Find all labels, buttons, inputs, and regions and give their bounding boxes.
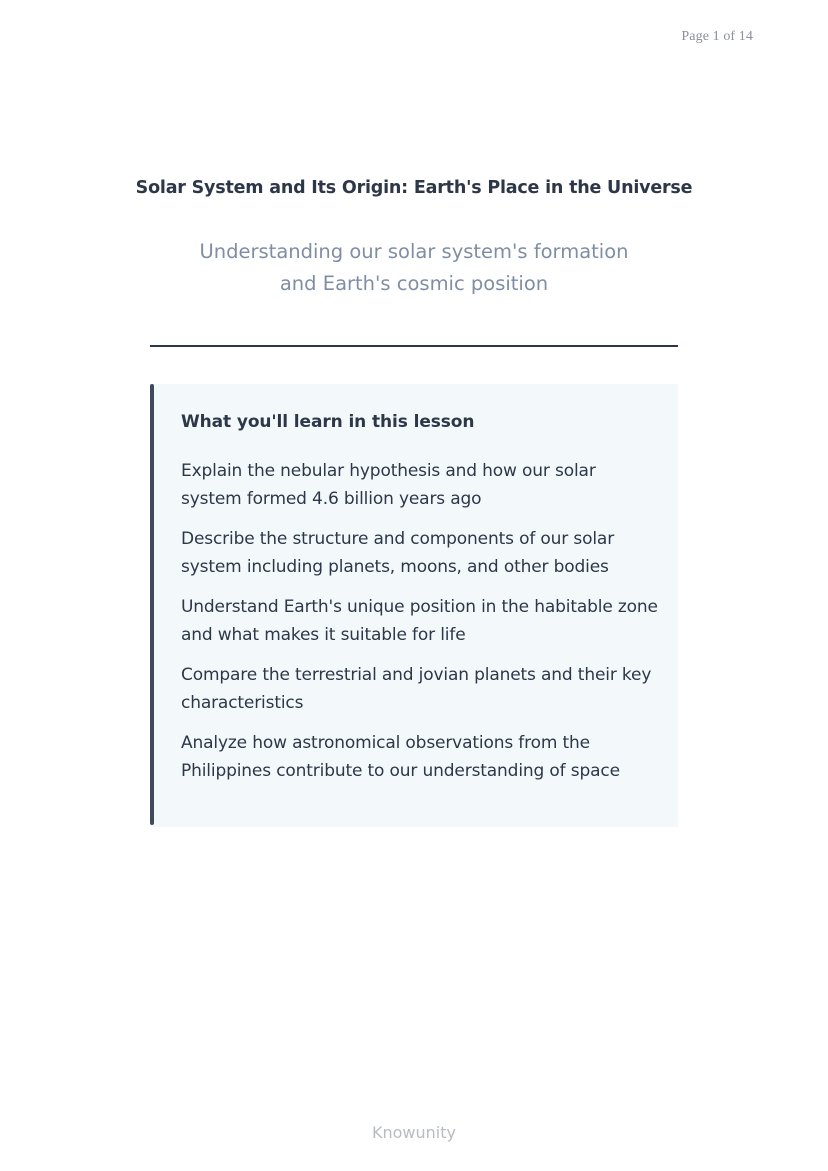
subtitle-line-2: and Earth's cosmic position xyxy=(279,272,549,295)
objectives-heading: What you'll learn in this lesson xyxy=(181,412,475,432)
objectives-accent-bar xyxy=(150,384,154,825)
subtitle-line-1: Understanding our solar system's formation xyxy=(199,240,629,263)
objective-item: Explain the nebular hypothesis and how our solar system formed 4.6 billion years ago xyxy=(181,461,596,509)
objectives-list xyxy=(181,458,661,798)
objective-item: Understand Earth's unique position in the habitable zone and what makes it suitable for life xyxy=(181,597,658,645)
page-number: Page 1 of 14 xyxy=(681,29,753,44)
page-title: Solar System and Its Origin: Earth's Place in the Universe xyxy=(135,178,693,198)
footer-brand: Knowunity xyxy=(372,1123,456,1142)
objective-item: Compare the terrestrial and jovian planets and their key characteristics xyxy=(181,665,652,713)
learning-objectives-box xyxy=(150,384,678,827)
title-divider xyxy=(150,345,678,347)
page-subtitle xyxy=(150,236,678,300)
objective-item: Analyze how astronomical observations from the Philippines contribute to our understanding of space xyxy=(181,733,620,781)
objective-item: Describe the structure and components of our solar system including planets, moons, and other bodies xyxy=(181,529,615,577)
